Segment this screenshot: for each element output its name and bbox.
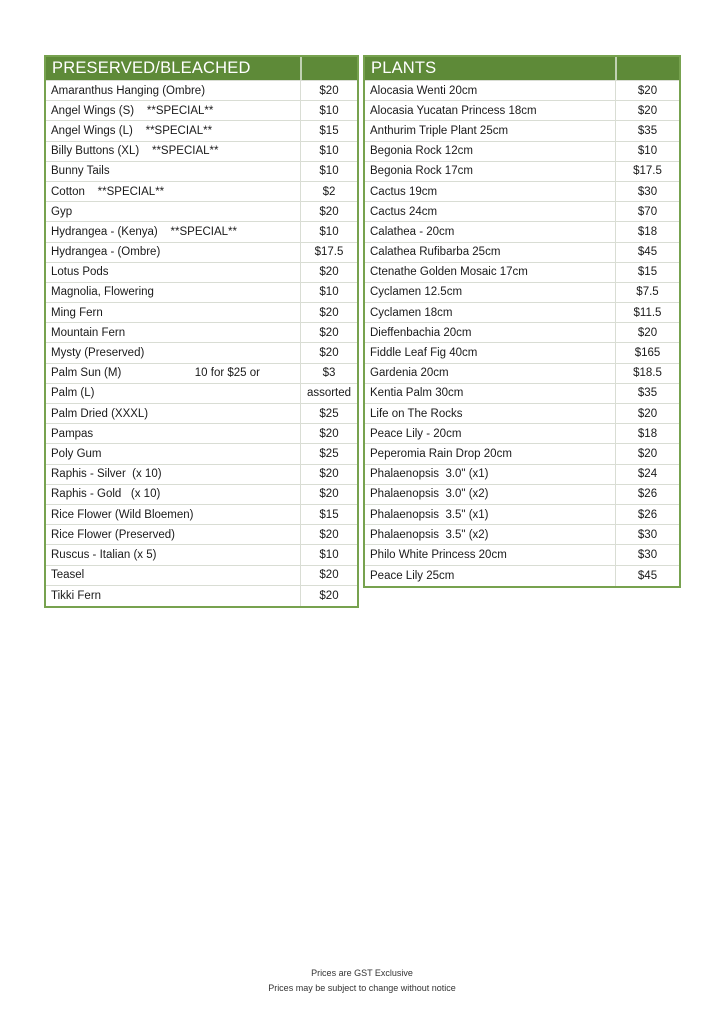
plants-table: [363, 55, 681, 588]
item-name: Lotus Pods: [51, 266, 109, 279]
footer-note: [0, 966, 724, 996]
item-name: Cyclamen 12.5cm: [370, 286, 463, 299]
table-row: [46, 444, 357, 464]
item-name: Begonia Rock 12cm: [370, 145, 473, 158]
item-price: $30: [615, 545, 679, 564]
item-price: $26: [615, 505, 679, 524]
item-name: Hydrangea - (Kenya) **SPECIAL**: [51, 225, 238, 238]
price-column-header-spacer: [300, 57, 357, 80]
preserved-bleached-table: [44, 55, 359, 608]
table-body: [365, 81, 679, 586]
footer-line-2: Prices may be subject to change without notice: [268, 983, 456, 993]
table-row: [365, 162, 679, 182]
item-name: Phalaenopsis 3.0" (x1): [370, 468, 489, 481]
item-price: $25: [300, 444, 357, 463]
item-price: $20: [615, 81, 679, 100]
table-row: [46, 101, 357, 121]
item-name: Teasel: [51, 569, 85, 582]
item-price: $35: [615, 121, 679, 140]
table-row: [365, 384, 679, 404]
item-price: $10: [300, 142, 357, 161]
table-row: [46, 545, 357, 565]
item-name: Alocasia Yucatan Princess 18cm: [370, 104, 537, 117]
table-row: [46, 485, 357, 505]
item-price: $7.5: [615, 283, 679, 302]
item-price: $10: [300, 222, 357, 241]
table-row: [46, 202, 357, 222]
item-name: Life on The Rocks: [370, 407, 463, 420]
item-price: $10: [615, 142, 679, 161]
item-name: Peace Lily - 20cm: [370, 427, 462, 440]
item-price: $25: [300, 404, 357, 423]
item-price: $18.5: [615, 364, 679, 383]
item-name: Gardenia 20cm: [370, 367, 449, 380]
table-row: [365, 545, 679, 565]
item-price: $20: [300, 485, 357, 504]
item-price: $18: [615, 222, 679, 241]
item-name: Poly Gum: [51, 447, 102, 460]
item-price: $20: [615, 101, 679, 120]
table-row: [46, 384, 357, 404]
item-name: Rice Flower (Preserved): [51, 528, 175, 541]
item-price: $18: [615, 424, 679, 443]
item-name: Peace Lily 25cm: [370, 569, 455, 582]
table-header: [365, 57, 679, 81]
item-name: Ctenathe Golden Mosaic 17cm: [370, 266, 528, 279]
table-row: [365, 243, 679, 263]
table-row: [46, 525, 357, 545]
item-name: Hydrangea - (Ombre): [51, 246, 161, 259]
table-row: [46, 566, 357, 586]
item-price: $20: [615, 444, 679, 463]
table-row: [365, 343, 679, 363]
item-name: Anthurim Triple Plant 25cm: [370, 124, 509, 137]
item-price: $15: [300, 121, 357, 140]
item-name: Alocasia Wenti 20cm: [370, 84, 478, 97]
table-row: [365, 121, 679, 141]
table-row: [365, 142, 679, 162]
item-price: $20: [300, 586, 357, 606]
item-name: Amaranthus Hanging (Ombre): [51, 84, 206, 97]
item-price: $20: [300, 263, 357, 282]
item-name: Palm Dried (XXXL): [51, 407, 149, 420]
table-row: [365, 303, 679, 323]
table-row: [365, 81, 679, 101]
item-name: Calathea - 20cm: [370, 225, 455, 238]
table-row: [365, 323, 679, 343]
item-price: $3: [300, 364, 357, 383]
item-note: 10 for $25 or: [194, 367, 260, 380]
table-row: [365, 364, 679, 384]
table-row: [365, 505, 679, 525]
item-name: Angel Wings (S) **SPECIAL**: [51, 104, 214, 117]
item-name: Pampas: [51, 427, 94, 440]
table-header: [46, 57, 357, 81]
table-row: [365, 485, 679, 505]
item-price: $20: [300, 303, 357, 322]
item-name: Philo White Princess 20cm: [370, 548, 507, 561]
item-price: $45: [615, 243, 679, 262]
table-row: [46, 364, 357, 384]
table-row: [46, 343, 357, 363]
item-price: $10: [300, 283, 357, 302]
table-row: [46, 303, 357, 323]
item-name: Raphis - Gold (x 10): [51, 488, 161, 501]
item-name: Phalaenopsis 3.5" (x1): [370, 508, 489, 521]
item-name: Rice Flower (Wild Bloemen): [51, 508, 194, 521]
item-name: Ruscus - Italian (x 5): [51, 548, 157, 561]
table-row: [365, 283, 679, 303]
table-row: [365, 101, 679, 121]
table-row: [46, 586, 357, 606]
item-price: $26: [615, 485, 679, 504]
table-row: [365, 525, 679, 545]
item-price: $20: [300, 343, 357, 362]
item-price: $20: [615, 404, 679, 423]
item-name: Gyp: [51, 205, 73, 218]
table-row: [365, 566, 679, 586]
table-row: [365, 182, 679, 202]
item-name: Bunny Tails: [51, 165, 110, 178]
item-price: $17.5: [615, 162, 679, 181]
table-row: [365, 202, 679, 222]
item-price: $2: [300, 182, 357, 201]
table-body: [46, 81, 357, 606]
item-name: Cotton **SPECIAL**: [51, 185, 165, 198]
item-name: Cyclamen 18cm: [370, 306, 453, 319]
table-row: [46, 424, 357, 444]
item-price: $45: [615, 566, 679, 586]
item-price: $20: [300, 566, 357, 585]
item-price: $20: [615, 323, 679, 342]
table-row: [46, 81, 357, 101]
table-row: [46, 404, 357, 424]
item-name: Cactus 19cm: [370, 185, 438, 198]
item-price: $10: [300, 162, 357, 181]
item-name: Kentia Palm 30cm: [370, 387, 464, 400]
item-name: Calathea Rufibarba 25cm: [370, 246, 501, 259]
table-row: [46, 263, 357, 283]
item-name: Dieffenbachia 20cm: [370, 326, 472, 339]
table-row: [365, 465, 679, 485]
table-row: [46, 222, 357, 242]
table-row: [365, 444, 679, 464]
item-name: Magnolia, Flowering: [51, 286, 154, 299]
item-price: $20: [300, 323, 357, 342]
item-price: $70: [615, 202, 679, 221]
item-name: Phalaenopsis 3.0" (x2): [370, 488, 489, 501]
item-price: $35: [615, 384, 679, 403]
item-price: $15: [300, 505, 357, 524]
item-name: Angel Wings (L) **SPECIAL**: [51, 124, 213, 137]
table-row: [365, 404, 679, 424]
item-price: $10: [300, 545, 357, 564]
table-row: [365, 424, 679, 444]
item-price: $24: [615, 465, 679, 484]
item-name: Tikki Fern: [51, 589, 102, 602]
item-name: Begonia Rock 17cm: [370, 165, 473, 178]
item-price: $20: [300, 202, 357, 221]
item-name: Phalaenopsis 3.5" (x2): [370, 528, 489, 541]
table-row: [365, 222, 679, 242]
item-price: $11.5: [615, 303, 679, 322]
table-row: [46, 121, 357, 141]
item-price: $20: [300, 525, 357, 544]
table-row: [46, 505, 357, 525]
item-name: Billy Buttons (XL) **SPECIAL**: [51, 145, 219, 158]
item-name: Palm (L): [51, 387, 95, 400]
item-price: $20: [300, 424, 357, 443]
item-price: $17.5: [300, 243, 357, 262]
item-price: $165: [615, 343, 679, 362]
item-name: Ming Fern: [51, 306, 103, 319]
table-row: [46, 182, 357, 202]
item-price: assorted: [300, 384, 357, 403]
item-name: Fiddle Leaf Fig 40cm: [370, 347, 478, 360]
item-price: $30: [615, 525, 679, 544]
item-price: $20: [300, 81, 357, 100]
table-row: [46, 465, 357, 485]
item-name: Mountain Fern: [51, 326, 126, 339]
table-row: [46, 243, 357, 263]
table-row: [46, 283, 357, 303]
item-name: Cactus 24cm: [370, 205, 438, 218]
item-name: Mysty (Preserved): [51, 347, 145, 360]
item-name: Palm Sun (M) 10 for $25 or: [46, 364, 300, 383]
table-title: PLANTS: [371, 59, 437, 77]
table-row: [46, 142, 357, 162]
item-name: Peperomia Rain Drop 20cm: [370, 447, 512, 460]
item-name: Raphis - Silver (x 10): [51, 468, 162, 481]
table-row: [46, 162, 357, 182]
table-row: [365, 263, 679, 283]
table-title: PRESERVED/BLEACHED: [52, 59, 251, 77]
item-price: $20: [300, 465, 357, 484]
item-price: $15: [615, 263, 679, 282]
item-price: $10: [300, 101, 357, 120]
price-column-header-spacer: [615, 57, 679, 80]
item-price: $30: [615, 182, 679, 201]
table-row: [46, 323, 357, 343]
footer-line-1: Prices are GST Exclusive: [311, 968, 413, 978]
